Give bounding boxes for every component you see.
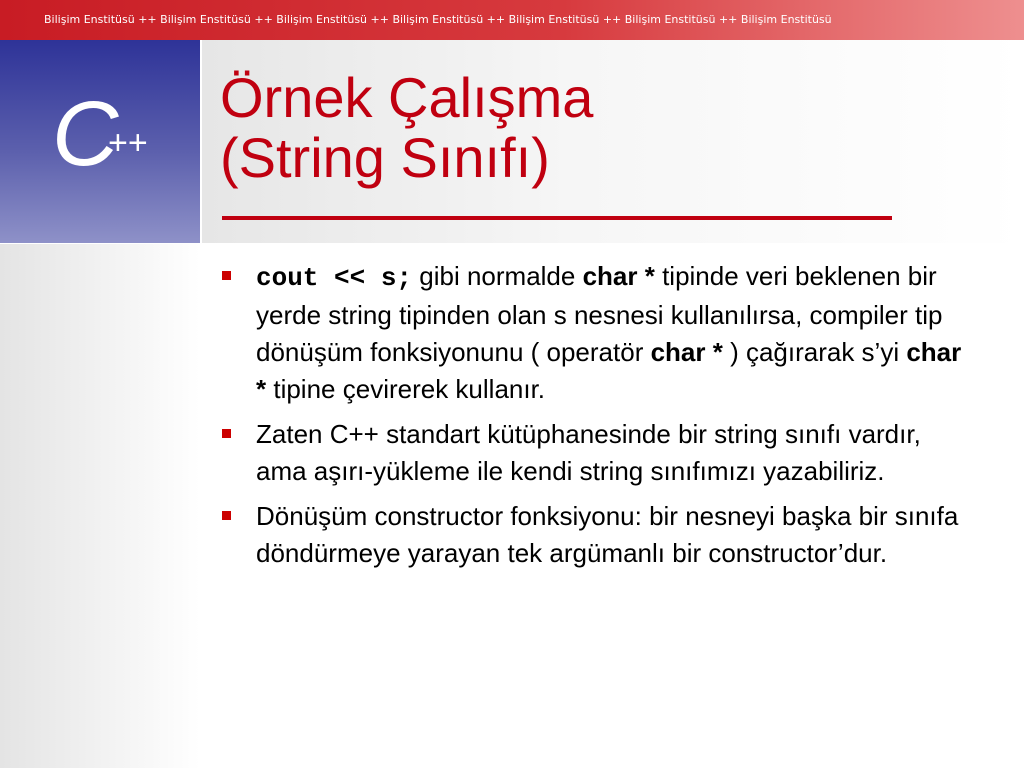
title-underline — [222, 216, 892, 220]
bullet-item-2 — [222, 416, 962, 490]
bullet-1-text-c: ) çağırarak s’yi — [722, 337, 907, 367]
logo-letter: C — [52, 83, 119, 185]
bullet-1-text-b: tipinde veri beklenen bir yerde string tipinden olan s nesnesi kullanılırsa, compiler tip dönüşüm fonksiyonunu ( operatör — [256, 261, 943, 367]
bullet-1-bold-b: char * — [650, 337, 723, 367]
bullet-2-text: Zaten C++ standart kütüphanesinde bir string sınıfı vardır, ama aşırı-yükleme ile kendi string sınıfımızı yazabiliriz. — [256, 419, 921, 486]
bullet-1-text-a: gibi normalde — [412, 261, 583, 291]
code-snippet: cout << s; — [256, 263, 413, 293]
horizontal-divider — [0, 243, 1024, 244]
logo-plus: ++ — [108, 124, 148, 162]
title-line-1: Örnek Çalışma — [220, 66, 594, 129]
slide-title — [220, 68, 593, 188]
header-banner — [0, 0, 1024, 40]
bullet-item-3 — [222, 498, 962, 572]
title-line-2: (String Sınıfı) — [220, 126, 550, 189]
bullet-list — [222, 258, 962, 580]
bullet-1-bold-c: char * — [256, 337, 962, 404]
banner-text: Bilişim Enstitüsü ++ Bilişim Enstitüsü ++ Bilişim Enstitüsü ++ Bilişim Enstitüsü ++ Bilişim Enstitüsü ++ Bilişim Enstitüsü ++ Bilişim Enstitüsü — [44, 13, 832, 26]
bullet-3-text: Dönüşüm constructor fonksiyonu: bir nesneyi başka bir sınıfa döndürmeye yarayan tek argümanlı bir constructor’dur. — [256, 501, 959, 568]
bullet-1-text-d: tipine çevirerek kullanır. — [266, 374, 546, 404]
left-panel — [0, 243, 200, 768]
red-square-bullet-icon — [222, 511, 231, 520]
bullet-1-bold-a: char * — [582, 261, 655, 291]
red-square-bullet-icon — [222, 429, 231, 438]
red-square-bullet-icon — [222, 271, 231, 280]
bullet-item-1 — [222, 258, 962, 408]
cpp-logo — [0, 40, 200, 243]
vertical-divider — [200, 40, 202, 768]
